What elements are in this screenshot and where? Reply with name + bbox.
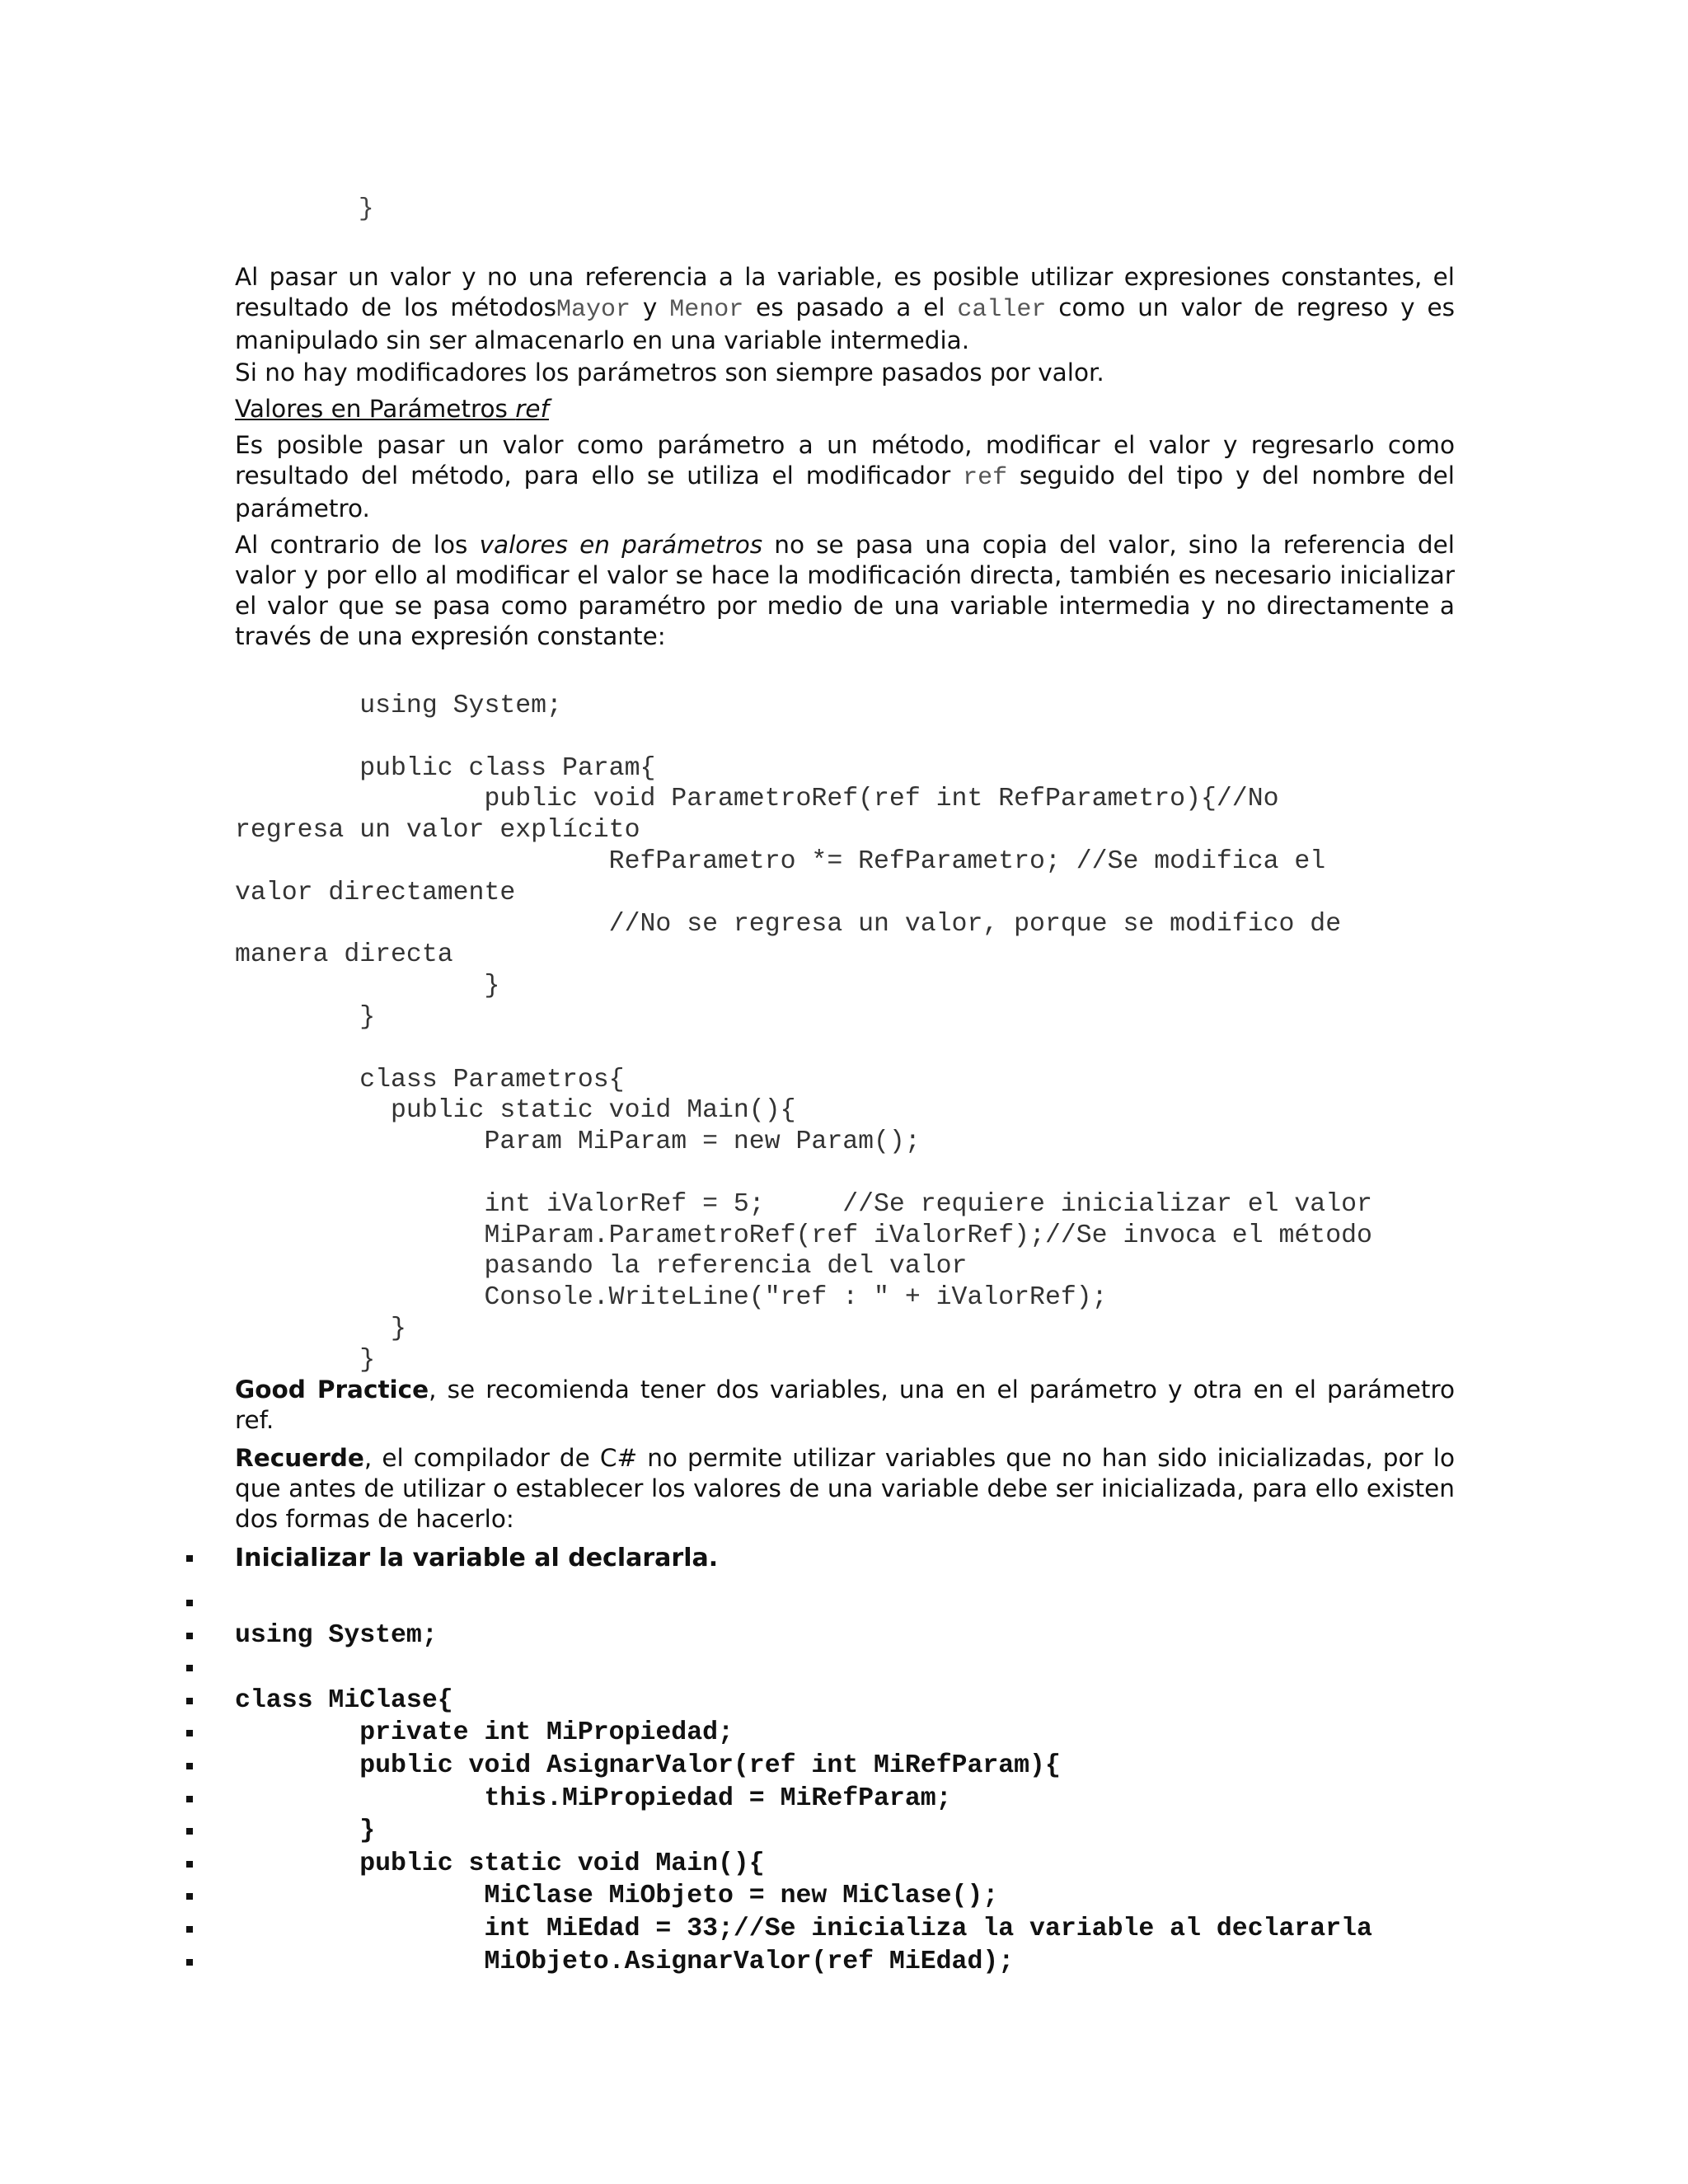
code-closing-brace: } — [359, 194, 374, 223]
text: no se pasa una copia del valor, sino la referencia del valor y por ello al modificar el valor se hace la modificación directa, también es necesario inicializar el valor que se pasa como paramétro por medio de una variable intermedia y no directamente a través de una expresión constante: — [235, 531, 1455, 650]
code-line: RefParametro *= RefParametro; //Se modifica el — [235, 846, 1326, 876]
list-item: MiClase MiObjeto = new MiClase(); — [173, 1880, 1492, 1913]
list-item — [173, 1652, 1492, 1685]
code-line: Param MiParam = new Param(); — [235, 1127, 921, 1157]
code-line: using System; — [235, 691, 562, 720]
code-menor: Menor — [669, 296, 744, 324]
heading-text: Valores en Parámetros — [235, 395, 516, 423]
list-item: this.MiPropiedad = MiRefParam; — [173, 1783, 1492, 1816]
code-line: Console.WriteLine("ref : " + iValorRef); — [235, 1283, 1108, 1313]
code-line: public static void Main(){ — [235, 1096, 796, 1126]
list-item: Inicializar la variable al declararla. — [173, 1542, 1492, 1586]
code-line: pasando la referencia del valor — [235, 1252, 968, 1282]
text: Es posible pasar un valor como parámetro a un método, modificar el valor y regresarlo como resultado del método, para ello se utiliza el modificador — [235, 431, 1455, 490]
code-line: } — [235, 1314, 406, 1343]
code-line: MiParam.ParametroRef(ref iValorRef);//Se invoca el método — [235, 1221, 1372, 1250]
good-practice-label: Good Practice — [235, 1376, 429, 1404]
text: , el compilador de C# no permite utilizar variables que no han sido inicializadas, por lo que antes de utilizar o establecer los valores de una variable debe ser inicializada, para ello existen dos formas de hacerlo: — [235, 1444, 1455, 1533]
recuerde-label: Recuerde — [235, 1444, 364, 1472]
list-item: using System; — [173, 1619, 1492, 1652]
code-line: //No se regresa un valor, porque se modifico de — [235, 909, 1342, 939]
list-item: MiObjeto.AsignarValor(ref MiEdad); — [173, 1946, 1492, 1979]
italic-text: valores en parámetros — [479, 531, 763, 559]
code-caller: caller — [957, 296, 1047, 324]
list-item — [173, 1586, 1492, 1619]
paragraph-ref-intro — [235, 430, 1455, 524]
code-line: int iValorRef = 5; //Se requiere inicializar el valor — [235, 1189, 1372, 1219]
list-item: private int MiPropiedad; — [173, 1717, 1492, 1750]
paragraph-good-practice — [235, 1375, 1455, 1436]
code-ref: ref — [963, 464, 1008, 492]
code-line: } — [235, 972, 500, 1001]
code-line: valor directamente — [235, 878, 516, 907]
text: como un valor de regreso y es manipulado sin ser almacenarlo en una variable intermedia. — [235, 293, 1456, 354]
text: , se recomienda tener dos variables, una en el parámetro y otra en el parámetro ref. — [235, 1376, 1456, 1434]
code-line: regresa un valor explícito — [235, 816, 640, 846]
code-line: class Parametros{ — [235, 1065, 625, 1094]
code-line: } — [235, 1002, 376, 1032]
list-item: public void AsignarValor(ref int MiRefParam){ — [173, 1750, 1492, 1783]
paragraph-ref-detail — [235, 530, 1455, 652]
text: y — [631, 293, 670, 321]
list-item: int MiEdad = 33;//Se inicializa la variable al declararla — [173, 1913, 1492, 1946]
code-mayor: Mayor — [556, 296, 631, 324]
code-line: public void ParametroRef(ref int RefParametro){//No — [235, 785, 1279, 814]
code-line: public class Param{ — [235, 753, 656, 783]
list-item: } — [173, 1815, 1492, 1848]
paragraph-pass-by-value — [235, 262, 1455, 356]
text: Al pasar un valor y no una referencia a la variable, es posible utilizar expresiones constantes, el resultado de los métodos — [235, 263, 1455, 321]
code-line: manera directa — [235, 940, 453, 970]
text: seguido del tipo y del nombre del parámetro. — [235, 462, 1455, 523]
code-example-param — [235, 691, 1471, 1376]
bullet-code-list — [173, 1542, 1492, 1978]
section-heading — [235, 394, 1455, 424]
list-item: class MiClase{ — [173, 1685, 1492, 1718]
text: Al contrario de los — [235, 531, 480, 559]
text: es pasado a el — [743, 293, 958, 321]
heading-italic: ref — [515, 395, 549, 423]
code-line: } — [235, 1345, 376, 1375]
paragraph-no-modifiers: Si no hay modificadores los parámetros son siempre pasados por valor. — [235, 359, 1104, 387]
list-item: public static void Main(){ — [173, 1848, 1492, 1881]
paragraph-recuerde — [235, 1443, 1455, 1535]
